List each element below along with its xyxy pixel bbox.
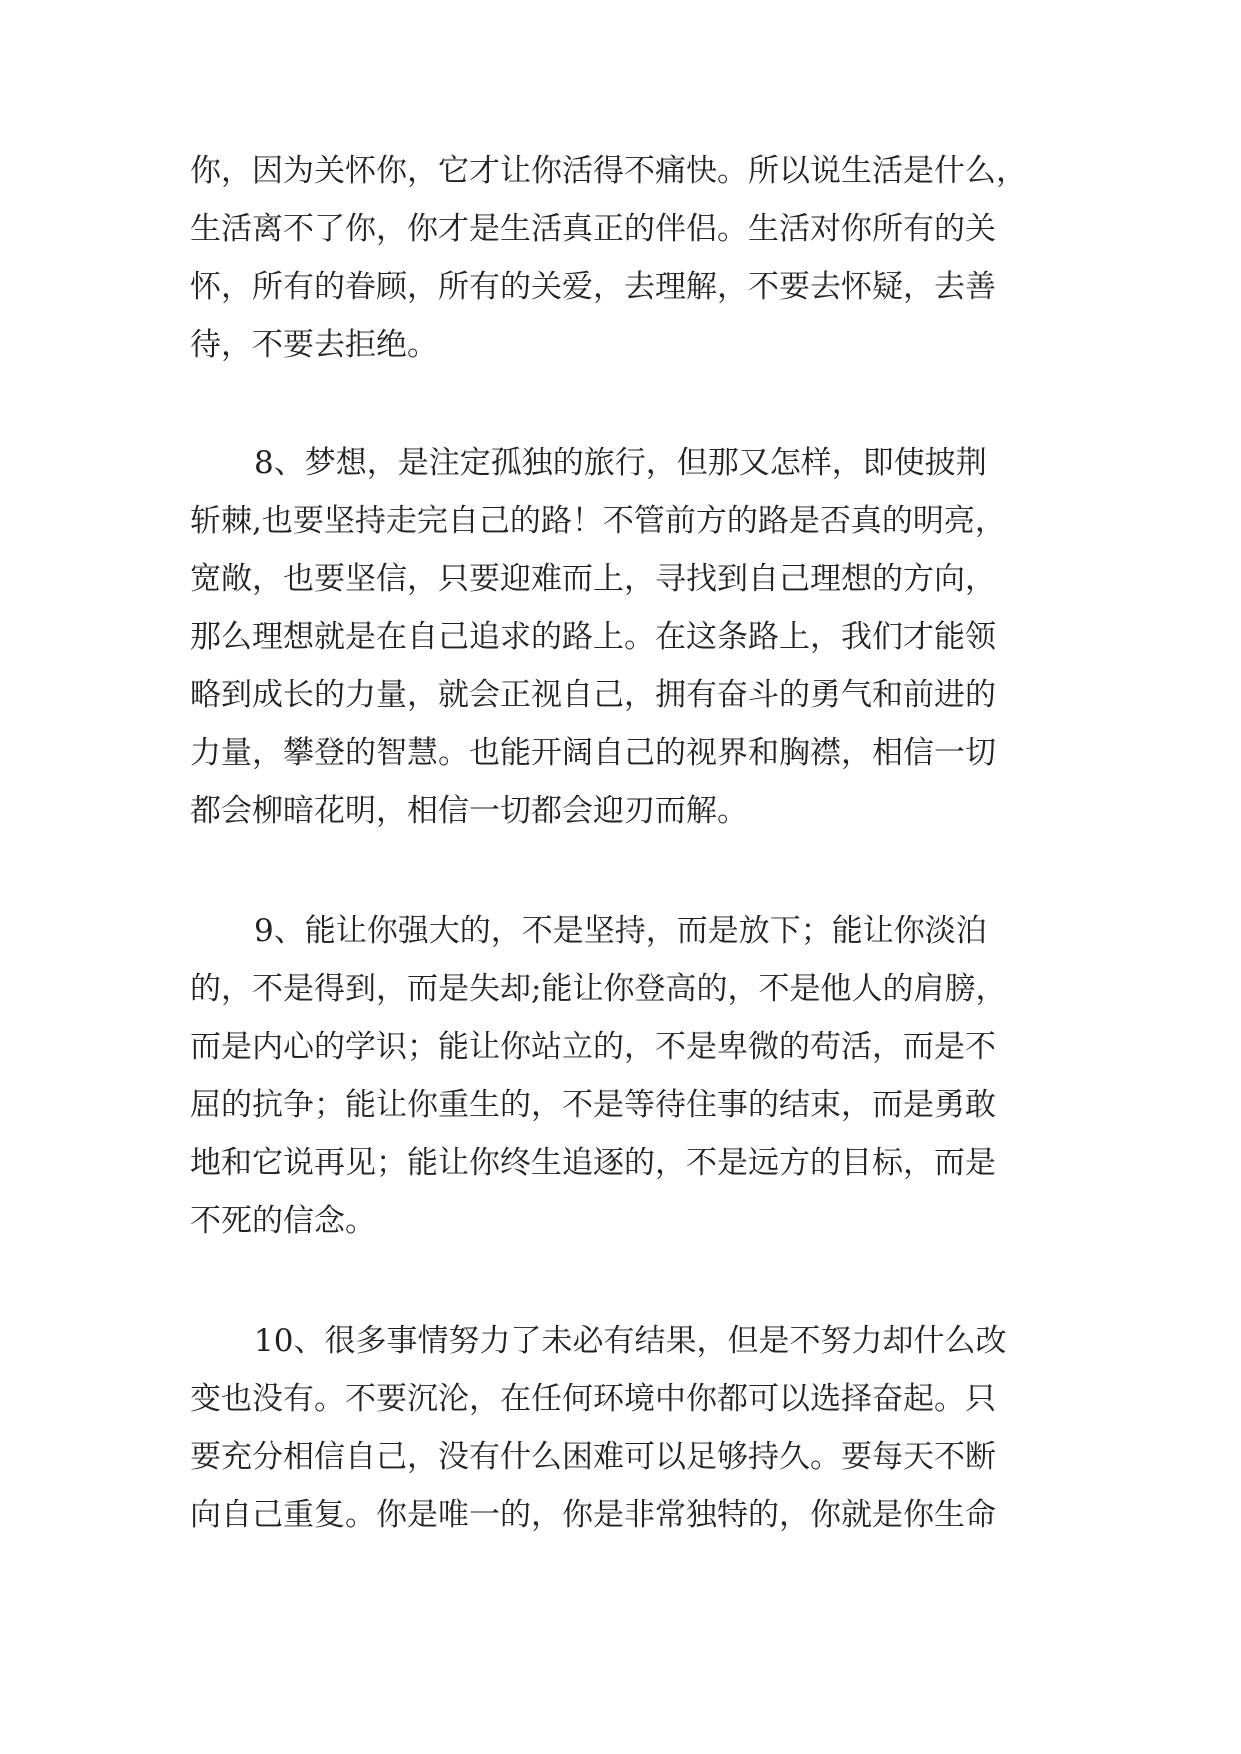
text-line: 那么理想就是在自己追求的路上。在这条路上，我们才能领 [190,619,996,655]
text-line: 怀，所有的眷顾，所有的关爱，去理解，不要去怀疑，去善 [190,269,996,305]
text-line: 的，不是得到，而是失却;能让你登高的，不是他人的肩膀， [190,971,1007,1007]
text-line: 斩棘,也要坚持走完自己的路！不管前方的路是否真的明亮， [190,503,1006,539]
text-line: 都会柳暗花明，相信一切都会迎刃而解。 [190,793,748,829]
text-line: 宽敞，也要坚信，只要迎难而上，寻找到自己理想的方向， [190,561,996,597]
text-line: 地和它说再见；能让你终生追逐的，不是远方的目标，而是 [190,1145,996,1181]
text-line: 略到成长的力量，就会正视自己，拥有奋斗的勇气和前进的 [190,677,996,713]
text-line: 而是内心的学识；能让你站立的，不是卑微的苟活，而是不 [190,1029,996,1065]
text-line: 力量，攀登的智慧。也能开阔自己的视界和胸襟，相信一切 [190,735,996,771]
text-line: 待，不要去拒绝。 [190,327,438,363]
text-line: 屈的抗争；能让你重生的，不是等待住事的结束，而是勇敢 [190,1087,996,1123]
text-line: 8、梦想，是注定孤独的旅行，但那又怎样，即使披荆 [254,445,987,481]
text-line: 9、能让你强大的，不是坚持，而是放下；能让你淡泊 [254,913,987,949]
text-line: 要充分相信自己，没有什么困难可以足够持久。要每天不断 [190,1439,996,1475]
text-line: 你，因为关怀你，它才让你活得不痛快。所以说生活是什么， [190,153,1027,189]
text-line: 向自己重复。你是唯一的，你是非常独特的，你就是你生命 [190,1497,996,1533]
text-line: 变也没有。不要沉沦，在任何环境中你都可以选择奋起。只 [190,1381,996,1417]
text-line: 生活离不了你，你才是生活真正的伴侣。生活对你所有的关 [190,211,996,247]
text-line: 不死的信念。 [190,1203,376,1239]
text-line: 10、很多事情努力了未必有结果，但是不努力却什么改 [254,1323,1007,1359]
